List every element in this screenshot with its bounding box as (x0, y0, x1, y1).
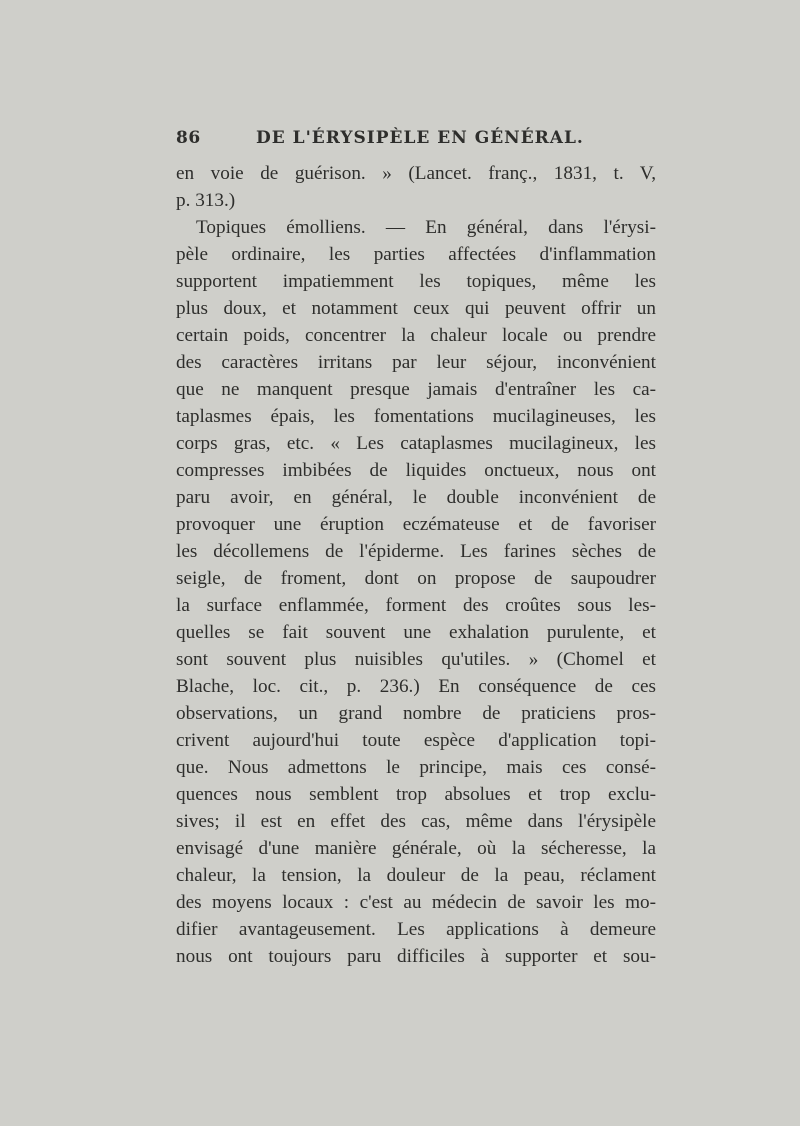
text-line: des caractères irritans par leur séjour, inconvénient (176, 352, 656, 373)
text-line: difier avantageusement. Les applications à demeure (176, 919, 656, 940)
text-line: quelles se fait souvent une exhalation purulente, et (176, 622, 656, 643)
text-line: sives; il est en effet des cas, même dans l'érysipèle (176, 811, 656, 832)
text-line: nous ont toujours paru difficiles à supporter et sou- (176, 946, 656, 967)
text-line: seigle, de froment, dont on propose de saupoudrer (176, 568, 656, 589)
text-line: plus doux, et notamment ceux qui peuvent offrir un (176, 298, 656, 319)
text-line: taplasmes épais, les fomentations mucilagineuses, les (176, 406, 656, 427)
text-line: Blache, loc. cit., p. 236.) En conséquence de ces (176, 676, 656, 697)
text-line: observations, un grand nombre de praticiens pros- (176, 703, 656, 724)
text-line: en voie de guérison. » (Lancet. franç., 1831, t. V, (176, 163, 656, 184)
text-line: quences nous semblent trop absolues et trop exclu- (176, 784, 656, 805)
text-line: compresses imbibées de liquides onctueux, nous ont (176, 460, 656, 481)
text-line: provoquer une éruption eczémateuse et de favoriser (176, 514, 656, 535)
body-text (176, 160, 656, 970)
text-line: pèle ordinaire, les parties affectées d'inflammation (176, 244, 656, 265)
page-number: 86 (176, 128, 201, 148)
text-line: que ne manquent presque jamais d'entraîner les ca- (176, 379, 656, 400)
text-line: certain poids, concentrer la chaleur locale ou prendre (176, 325, 656, 346)
text-line: supportent impatiemment les topiques, même les (176, 271, 656, 292)
text-line: que. Nous admettons le principe, mais ces consé- (176, 757, 656, 778)
text-line: des moyens locaux : c'est au médecin de savoir les mo- (176, 892, 656, 913)
text-line: les décollemens de l'épiderme. Les farines sèches de (176, 541, 656, 562)
running-head: DE L'ÉRYSIPÈLE EN GÉNÉRAL. (256, 128, 584, 148)
text-line: la surface enflammée, forment des croûtes sous les- (176, 595, 656, 616)
text-line: chaleur, la tension, la douleur de la peau, réclament (176, 865, 656, 886)
text-line: crivent aujourd'hui toute espèce d'application topi- (176, 730, 656, 751)
text-block (176, 128, 656, 970)
text-line: Topiques émolliens. — En général, dans l'érysi- (196, 217, 656, 238)
text-line: envisagé d'une manière générale, où la sécheresse, la (176, 838, 656, 859)
text-line: corps gras, etc. « Les cataplasmes mucilagineux, les (176, 433, 656, 454)
text-line: p. 313.) (176, 190, 236, 211)
text-line: sont souvent plus nuisibles qu'utiles. » (Chomel et (176, 649, 656, 670)
page-header (176, 128, 656, 154)
text-line: paru avoir, en général, le double inconvénient de (176, 487, 656, 508)
